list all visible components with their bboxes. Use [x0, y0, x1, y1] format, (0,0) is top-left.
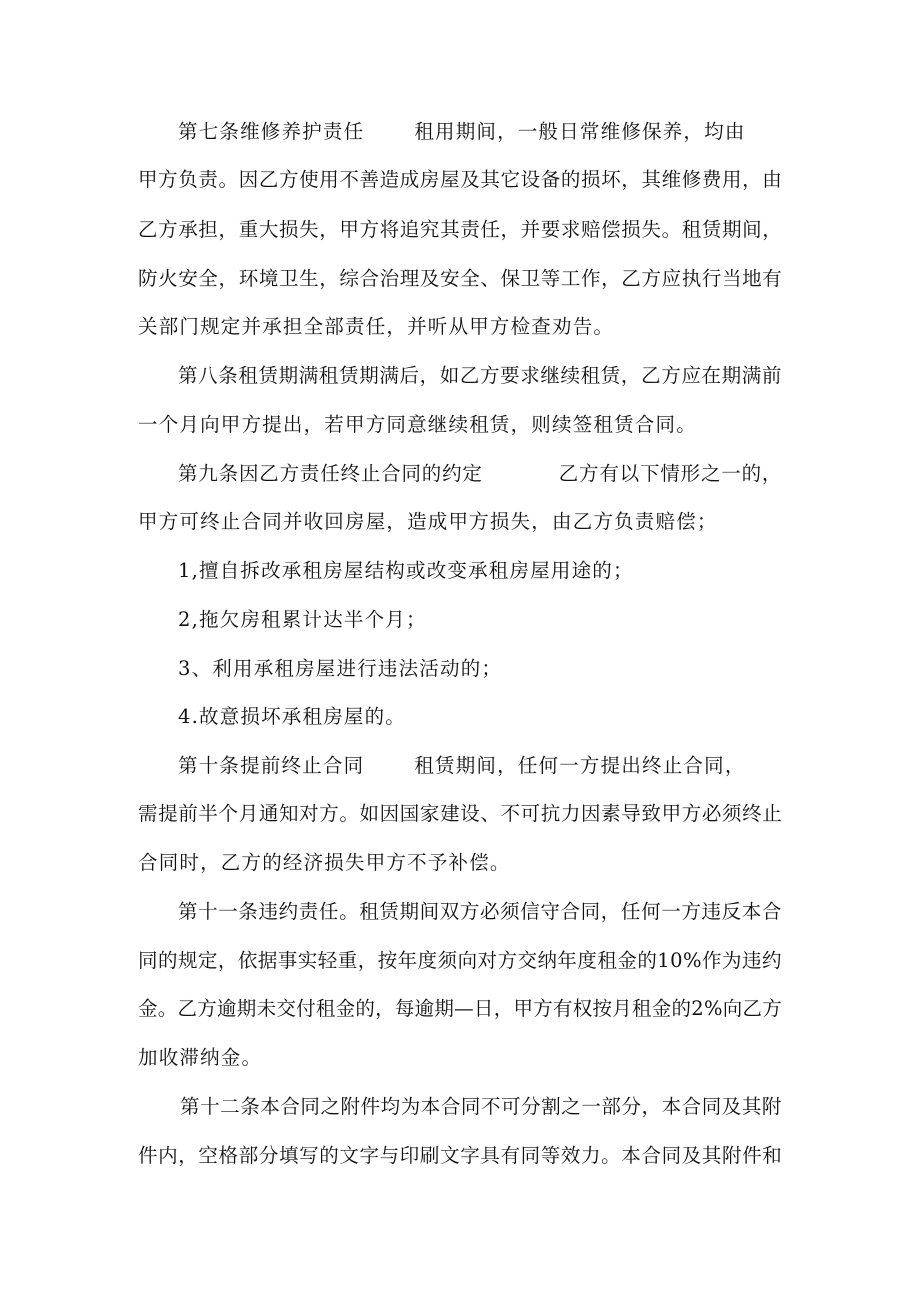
- article11-line2: 同的规定，依据事实轻重，按年度须向对方交纳年度租金的10%作为违约: [138, 949, 782, 972]
- article8-line1: 第八条租赁期满租赁期满后，如乙方要求继续租赁，乙方应在期满前: [178, 364, 783, 387]
- article10-heading: 第十条提前终止合同: [178, 754, 365, 777]
- article7-line5: 关部门规定并承担全部责任，并听从甲方检查劝告。: [138, 315, 615, 338]
- article9-line1-text: 乙方有以下情形之一的，: [558, 462, 783, 485]
- article9-heading: 第九条因乙方责任终止合同的约定: [178, 462, 483, 485]
- article11-line4: 加收滞纳金。: [138, 1046, 263, 1069]
- article11-line3: 金。乙方逾期未交付租金的，每逾期—日，甲方有权按月租金的2%向乙方: [138, 997, 783, 1020]
- article9-line2: 甲方可终止合同并收回房屋，造成甲方损失，由乙方负责赔偿；: [138, 510, 718, 533]
- article8-line2: 一个月向甲方提出，若甲方同意继续租赁，则续签租赁合同。: [138, 413, 697, 436]
- article7-line1-text: 租用期间，一般日常维修保养，均由: [414, 120, 746, 143]
- article10-line2: 需提前半个月通知对方。如因国家建设、不可抗力因素导致甲方必须终止: [138, 802, 783, 825]
- article9-item-4: 4.故意损坏承租房屋的。: [178, 705, 407, 728]
- article7-line3: 乙方承担，重大损失，甲方将追究其责任，并要求赔偿损失。租赁期间，: [138, 218, 783, 241]
- article9-item-3: 3、利用承租房屋进行违法活动的；: [178, 657, 503, 680]
- article7-line2: 甲方负责。因乙方使用不善造成房屋及其它设备的损坏，其维修费用，由: [138, 168, 783, 191]
- article12-line1: 第十二条本合同之附件均为本合同不可分割之一部分，本合同及其附: [180, 1095, 783, 1118]
- article12-line2: 件内，空格部分填写的文字与印刷文字具有同等效力。本合同及其附件和: [138, 1144, 783, 1167]
- article9-item-1: 1,擅自拆改承租房屋结构或改变承租房屋用途的；: [178, 559, 634, 582]
- article9-item-2: 2,拖欠房租累计达半个月；: [178, 608, 427, 631]
- article10-line1-text: 租赁期间，任何一方提出终止合同，: [414, 754, 746, 777]
- article10-line1: [178, 746, 746, 786]
- article11-line1: 第十一条违约责任。租赁期间双方必须信守合同，任何一方违反本合: [178, 900, 783, 923]
- article7-heading: 第七条维修养护责任: [178, 120, 365, 143]
- article9-line1: [178, 454, 782, 494]
- article7-line4: 防火安全，环境卫生，综合治理及安全、保卫等工作，乙方应执行当地有: [138, 267, 783, 290]
- article7-line1: [178, 112, 746, 152]
- article10-line3: 合同时，乙方的经济损失甲方不予补偿。: [138, 851, 511, 874]
